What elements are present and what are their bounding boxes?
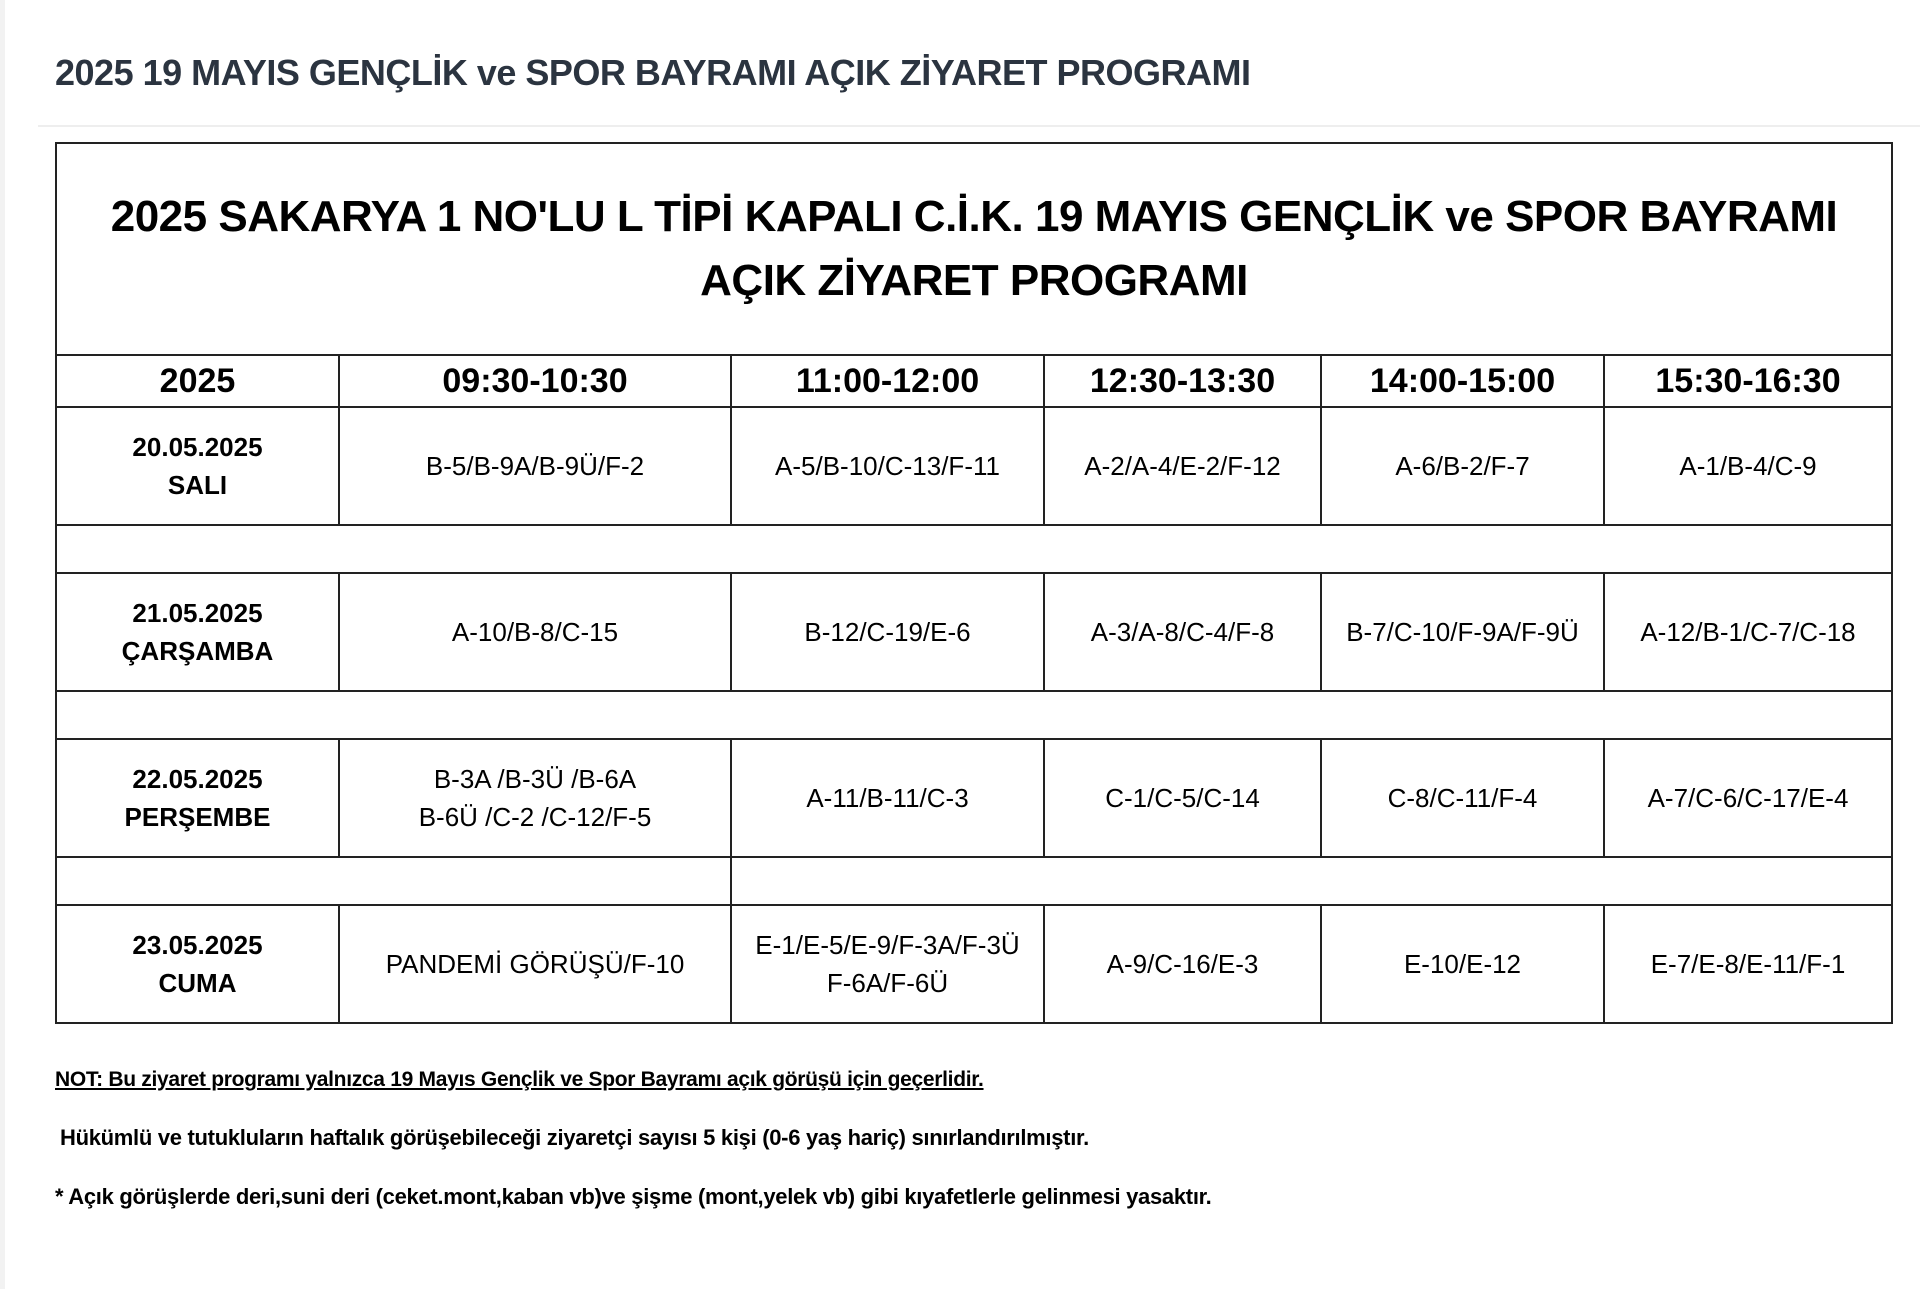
date-text: 20.05.2025 xyxy=(132,432,263,462)
date-cell xyxy=(56,573,339,691)
date-text: 22.05.2025 xyxy=(132,764,263,794)
slot-cell xyxy=(731,905,1044,1023)
day-text: ÇARŞAMBA xyxy=(121,636,274,666)
header-slot-2: 11:00-12:00 xyxy=(731,355,1044,407)
table-caption-line-1: 2025 SAKARYA 1 NO'LU L TİPİ KAPALI C.İ.K. 19 MAYIS GENÇLİK ve SPOR BAYRAMI xyxy=(110,192,1838,241)
slot-cell: A-10/B-8/C-15 xyxy=(339,573,731,691)
header-year: 2025 xyxy=(56,355,339,407)
spacer-cell xyxy=(56,691,1892,739)
day-text: CUMA xyxy=(158,968,237,998)
table-row xyxy=(56,407,1892,525)
slot-cell: A-9/C-16/E-3 xyxy=(1044,905,1321,1023)
spacer-cell xyxy=(731,857,1892,905)
date-cell xyxy=(56,407,339,525)
slot-cell: A-2/A-4/E-2/F-12 xyxy=(1044,407,1321,525)
slot-cell: B-7/C-10/F-9A/F-9Ü xyxy=(1321,573,1604,691)
validity-note: NOT: Bu ziyaret programı yalnızca 19 Mayıs Gençlik ve Spor Bayramı açık görüşü için geçerlidir. xyxy=(55,1068,984,1091)
date-cell xyxy=(56,905,339,1023)
table-caption-row xyxy=(56,143,1892,355)
slot-cell: A-7/C-6/C-17/E-4 xyxy=(1604,739,1892,857)
table-caption-line-2: AÇIK ZİYARET PROGRAMI xyxy=(700,256,1248,305)
slot-cell: A-1/B-4/C-9 xyxy=(1604,407,1892,525)
spacer-cell xyxy=(56,857,731,905)
day-text: PERŞEMBE xyxy=(124,802,271,832)
table-row xyxy=(56,739,1892,857)
table-row xyxy=(56,905,1892,1023)
table-caption xyxy=(56,143,1892,355)
title-divider xyxy=(38,125,1920,127)
slot-cell: E-7/E-8/E-11/F-1 xyxy=(1604,905,1892,1023)
slot-cell: A-6/B-2/F-7 xyxy=(1321,407,1604,525)
day-text: SALI xyxy=(167,470,228,500)
visitor-limit-note: Hükümlü ve tutukluların haftalık görüşebileceği ziyaretçi sayısı 5 kişi (0-6 yaş hariç) sınırlandırılmıştır. xyxy=(60,1125,1089,1150)
header-slot-5: 15:30-16:30 xyxy=(1604,355,1892,407)
left-edge-strip xyxy=(0,0,5,1289)
slot-cell xyxy=(339,739,731,857)
slot-line-1: E-1/E-5/E-9/F-3A/F-3Ü xyxy=(755,930,1020,960)
slot-cell: A-12/B-1/C-7/C-18 xyxy=(1604,573,1892,691)
header-slot-1: 09:30-10:30 xyxy=(339,355,731,407)
slot-cell: C-8/C-11/F-4 xyxy=(1321,739,1604,857)
header-slot-3: 12:30-13:30 xyxy=(1044,355,1321,407)
slot-line-1: B-3A /B-3Ü /B-6A xyxy=(433,764,637,794)
header-slot-4: 14:00-15:00 xyxy=(1321,355,1604,407)
slot-cell: C-1/C-5/C-14 xyxy=(1044,739,1321,857)
spacer-row xyxy=(56,691,1892,739)
slot-cell: B-12/C-19/E-6 xyxy=(731,573,1044,691)
slot-cell: PANDEMİ GÖRÜŞÜ/F-10 xyxy=(339,905,731,1023)
slot-cell: A-11/B-11/C-3 xyxy=(731,739,1044,857)
slot-cell: A-5/B-10/C-13/F-11 xyxy=(731,407,1044,525)
table-header-row xyxy=(56,355,1892,407)
spacer-cell xyxy=(56,525,1892,573)
date-text: 23.05.2025 xyxy=(132,930,263,960)
visit-schedule-table xyxy=(55,142,1893,1024)
slot-cell: B-5/B-9A/B-9Ü/F-2 xyxy=(339,407,731,525)
slot-cell: E-10/E-12 xyxy=(1321,905,1604,1023)
slot-line-2: B-6Ü /C-2 /C-12/F-5 xyxy=(418,802,652,832)
dress-code-note: * Açık görüşlerde deri,suni deri (ceket.mont,kaban vb)ve şişme (mont,yelek vb) gibi kıyafetlerle gelinmesi yasaktır. xyxy=(55,1184,1212,1209)
spacer-row xyxy=(56,525,1892,573)
slot-line-2: F-6A/F-6Ü xyxy=(826,968,949,998)
slot-cell: A-3/A-8/C-4/F-8 xyxy=(1044,573,1321,691)
date-text: 21.05.2025 xyxy=(132,598,263,628)
table-row xyxy=(56,573,1892,691)
date-cell xyxy=(56,739,339,857)
page-title: 2025 19 MAYIS GENÇLİK ve SPOR BAYRAMI AÇIK ZİYARET PROGRAMI xyxy=(55,52,1251,93)
spacer-row xyxy=(56,857,1892,905)
